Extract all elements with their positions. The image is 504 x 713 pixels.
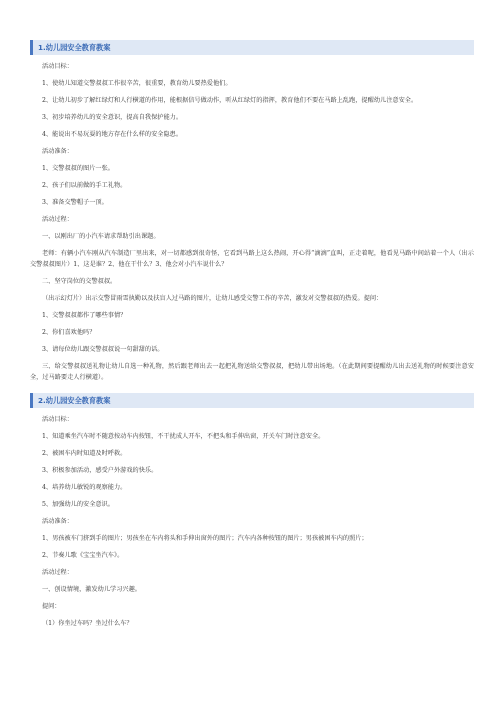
- paragraph: 老师：有辆小汽车刚从汽车制造厂里出来，对一切都感到很奇怪，它看到马路上这么热闹，开心得“滴滴”直叫，正走着呢，他看见马路中间站着一个人（出示交警叔叔图片）1、这是谁？2、他在干什么？3、他会对小汽车说什么？: [30, 250, 474, 268]
- document-page: [30, 40, 474, 635]
- paragraph: 活动过程：: [42, 569, 73, 576]
- paragraph: 提问：: [42, 603, 61, 610]
- paragraph: 二、坚守岗位的交警叔叔。: [42, 278, 117, 285]
- paragraph: 2、孩子们以前做的手工礼物。: [42, 182, 127, 189]
- paragraph: 3、准备交警帽子一顶。: [42, 199, 108, 206]
- paragraph: 活动目标：: [42, 63, 73, 70]
- paragraph: 1、使幼儿知道交警叔叔工作很辛苦，很重要，教育幼儿要热爱他们。: [42, 80, 232, 87]
- paragraph: 1、交警叔叔的图片一张。: [42, 165, 114, 172]
- paragraph: 3、初步培养幼儿的安全意识，提高自我保护能力。: [42, 114, 183, 121]
- section-title: 2.幼儿园安全教育教案: [30, 393, 474, 408]
- section-2: [30, 393, 474, 629]
- paragraph: 活动过程：: [42, 216, 73, 223]
- paragraph: 2、被困车内时知道及时呼救。: [42, 450, 127, 457]
- paragraph: 1、知道乘坐汽车时不随意按动车内按钮，不干扰成人开车，不把头和手伸出窗，开关车门时注意安全。: [42, 433, 325, 440]
- paragraph: 2、你们喜欢他吗？: [42, 329, 96, 336]
- paragraph: 5、加强幼儿的安全意识。: [42, 501, 114, 508]
- paragraph: 2、节奏儿歌《宝宝坐汽车》。: [42, 552, 124, 559]
- paragraph: 一、创设情境，激发幼儿学习兴趣。: [42, 586, 141, 593]
- paragraph: 1、交警叔叔都作了哪些事情？: [42, 312, 127, 319]
- paragraph: （1）你坐过车吗？坐过什么车？: [42, 620, 133, 627]
- paragraph: 1、男孩被车门挤到手的图片；男孩坐在车内将头和手伸出窗外的图片；汽车内各种按钮的图片；男孩被困车内的照片；: [42, 535, 368, 542]
- paragraph: 3、积极参加活动，感受户外游戏的快乐。: [42, 467, 158, 474]
- paragraph: 3、请每位幼儿跟交警叔叔说一句甜甜的话。: [42, 346, 164, 353]
- paragraph: 4、培养幼儿敏锐的观察能力。: [42, 484, 127, 491]
- paragraph: 活动准备：: [42, 148, 73, 155]
- paragraph: （出示幻灯片）出示交警冒雨雪执勤以及扶盲人过马路的图片，让幼儿感受交警工作的辛苦，激发对交警叔叔的热爱。提问：: [42, 295, 383, 302]
- paragraph: 4、能说出不易玩耍的地方存在什么样的安全隐患。: [42, 131, 183, 138]
- paragraph: 三、给交警叔叔送礼物让幼儿自选一种礼物，然后跟老师出去一起把礼物送给交警叔叔，把幼儿带出场地。（在此期间要提醒幼儿出去送礼物的时候要注意安全，过马路要走人行横道）。: [30, 363, 474, 381]
- section-1: [30, 40, 474, 383]
- paragraph: 活动目标：: [42, 416, 73, 423]
- paragraph: 活动准备：: [42, 518, 73, 525]
- paragraph: 2、让幼儿初步了解红绿灯和人行横道的作用，能根据信号做动作，听从红绿灯的指挥，教育他们不要在马路上乱跑，提醒幼儿注意安全。: [42, 97, 418, 104]
- paragraph: 一、以刚出厂的小汽车请求帮助引出课题。: [42, 233, 160, 240]
- section-title: 1.幼儿园安全教育教案: [30, 40, 474, 55]
